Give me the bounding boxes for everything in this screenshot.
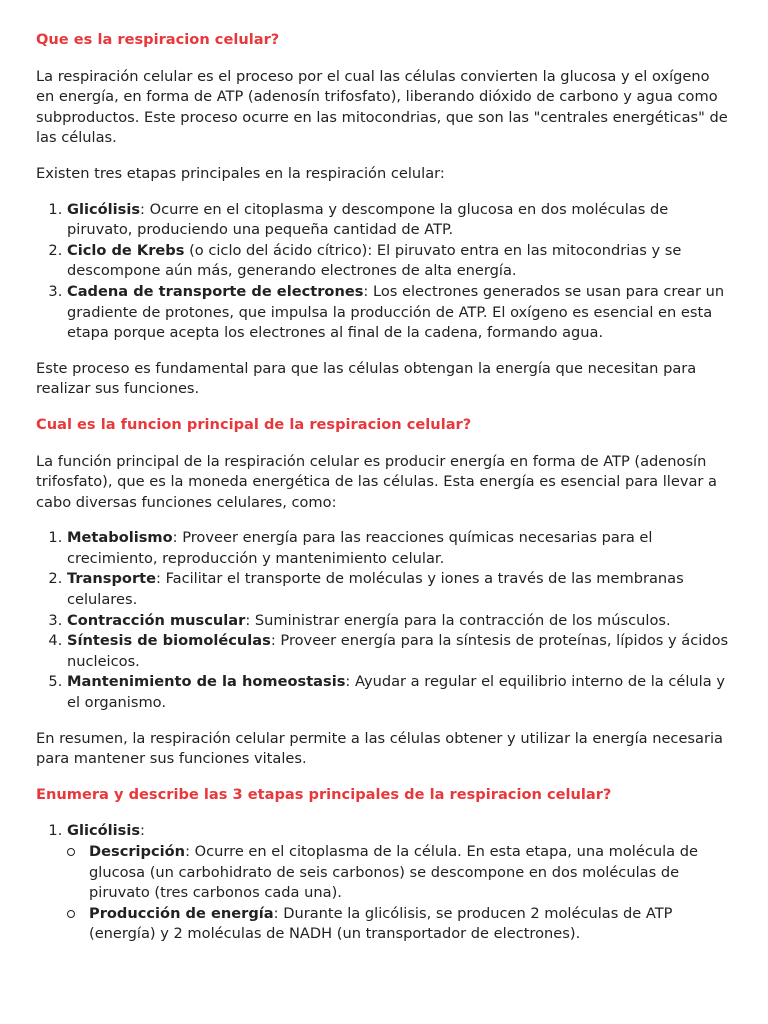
- item-text: : Los electrones generados se usan para crear un gradiente de protones, que impulsa la producción de ATP. El oxígeno es esencial en esta etapa porque acepta los electrones al final de la cadena, formando agua.: [67, 282, 725, 342]
- paragraph: Existen tres etapas principales en la respiración celular:: [36, 164, 445, 182]
- paragraph: La respiración celular es el proceso por el cual las células convierten la glucosa y el oxígeno en energía, en forma de ATP (adenosín trifosfato), liberando dióxido de carbono y agua como subproductos. Este proceso ocurre en las mitocondrias, que son las "centrales energéticas" de las células.: [36, 67, 728, 147]
- section-heading-que-es: Que es la respiracion celular?: [36, 31, 280, 48]
- list-item: [67, 821, 732, 945]
- sub-item-text: : Durante la glicólisis, se producen 2 moléculas de ATP (energía) y 2 moléculas de NADH (un transportador de electrones).: [89, 904, 673, 943]
- item-term: Contracción muscular: [67, 611, 246, 629]
- sub-item-term: Producción de energía: [89, 904, 274, 922]
- functions-list: [36, 528, 732, 713]
- sub-item-term: Descripción: [89, 843, 186, 860]
- item-text: : Suministrar energía para la contracción de los músculos.: [245, 611, 671, 629]
- item-text: : Ayudar a regular el equilibrio interno de la célula y el organismo.: [67, 673, 725, 712]
- circle-bullet-icon: [67, 910, 75, 918]
- item-term: Mantenimiento de la homeostasis: [67, 673, 346, 691]
- paragraph: En resumen, la respiración celular permite a las células obtener y utilizar la energía necesaria para mantener sus funciones vitales.: [36, 729, 723, 768]
- section-heading-funcion: Cual es la funcion principal de la respiracion celular?: [36, 415, 472, 433]
- item-term: Cadena de transporte de electrones: [67, 282, 364, 300]
- item-text: : Proveer energía para la síntesis de proteínas, lípidos y ácidos nucleicos.: [67, 632, 729, 670]
- item-term: Ciclo de Krebs: [67, 241, 185, 259]
- item-term: Glicólisis: [67, 822, 141, 840]
- item-term: Transporte: [67, 570, 157, 588]
- sub-list-item: [89, 842, 732, 904]
- list-item: [67, 569, 732, 610]
- section-heading-etapas: Enumera y describe las 3 etapas principales de la respiracion celular?: [36, 785, 612, 803]
- item-text: : Proveer energía para las reacciones químicas necesarias para el crecimiento, reproducción y mantenimiento celular.: [67, 529, 653, 567]
- stages-detail-list: [36, 821, 732, 945]
- item-text: :: [140, 822, 145, 840]
- list-item: [67, 528, 732, 569]
- item-term: Glicólisis: [67, 200, 141, 218]
- item-term: Síntesis de biomoléculas: [67, 632, 271, 650]
- item-text: (o ciclo del ácido cítrico): El piruvato entra en las mitocondrias y se descompone aún más, generando electrones de alta energía.: [67, 241, 682, 280]
- sub-item-text: : Ocurre en el citoplasma de la célula. En esta etapa, una molécula de glucosa (un carbohidrato de seis carbonos) se descompone en dos moléculas de piruvato (tres carbonos cada una).: [89, 843, 698, 902]
- item-term: Metabolismo: [67, 529, 173, 547]
- list-item: [67, 611, 732, 632]
- paragraph: Este proceso es fundamental para que las células obtengan la energía que necesitan para realizar sus funciones.: [36, 359, 697, 398]
- sub-list-item: [89, 904, 732, 945]
- list-item: [67, 241, 732, 282]
- item-text: : Ocurre en el citoplasma y descompone la glucosa en dos moléculas de piruvato, produciendo una pequeña cantidad de ATP.: [67, 200, 669, 239]
- list-item: [67, 672, 732, 713]
- list-item: [67, 631, 732, 672]
- list-item: [67, 282, 732, 344]
- stages-list: [36, 200, 732, 344]
- item-text: : Facilitar el transporte de moléculas y iones a través de las membranas celulares.: [67, 570, 684, 609]
- circle-bullet-icon: [67, 848, 75, 856]
- list-item: [67, 200, 732, 241]
- sub-list: [67, 842, 732, 945]
- paragraph: La función principal de la respiración celular es producir energía en forma de ATP (adenosín trifosfato), que es la moneda energética de las células. Esta energía es esencial para llevar a cabo diversas funciones celulares, como:: [36, 452, 717, 511]
